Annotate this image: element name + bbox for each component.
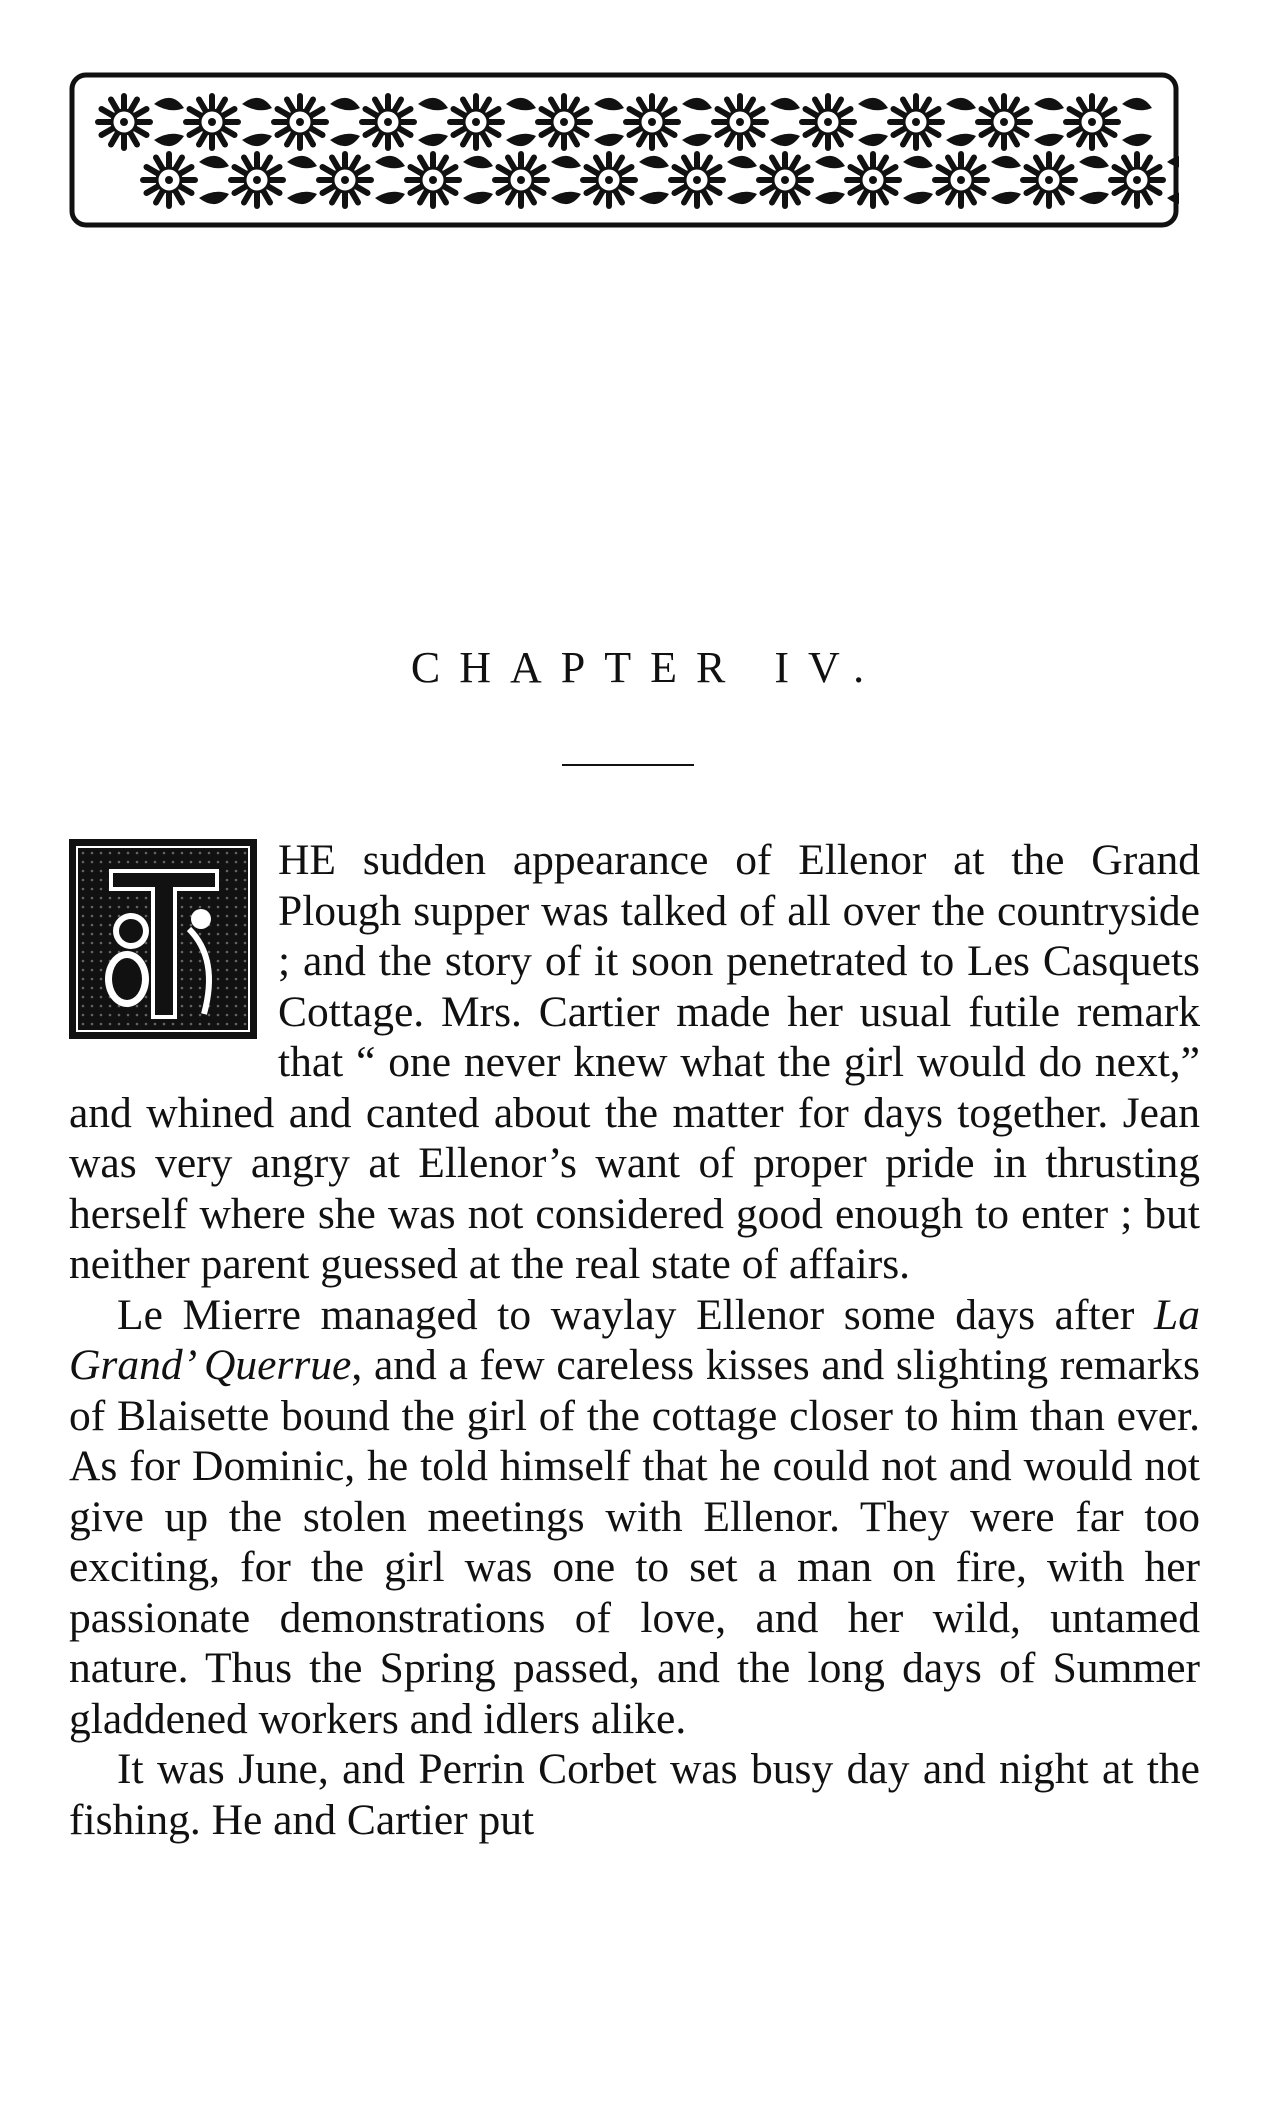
chapter-title: CHAPTER IV.	[410, 643, 884, 692]
floral-vine-border	[69, 72, 1179, 228]
paragraph-2-italic: La Grand’ Querrue	[69, 1290, 1200, 1389]
paragraph-3: It was June, and Perrin Corbet was busy day and night at the fishing. He and Cartier put	[69, 1745, 1200, 1844]
paragraph-2-before: Le Mierre managed to waylay Ellenor some days after	[117, 1290, 1155, 1339]
illuminated-initial-cherub-icon	[69, 839, 257, 1039]
chapter-body	[69, 835, 1200, 1845]
paragraph-1: HE sudden appearance of Ellenor at the Grand Plough supper was talked of all over the countryside ; and the story of it soon penetrated to Les Casquets Cottage. Mrs. Cartier made her usual futile remark that “ one never knew what the girl would do next,” and whined and canted about the matter for days together. Jean was very angry at Ellenor’s want of proper pride in thrusting herself where she was not considered good enough to enter ; but neither parent guessed at the real state of affairs.	[69, 836, 1200, 1288]
title-divider	[562, 764, 694, 766]
paragraph-2	[69, 1290, 1200, 1745]
paragraph-2-after: , and a few careless kisses and slighting remarks of Blaisette bound the girl of the cottage closer to him than ever. As for Dominic, he told himself that he could not and would not give up the stolen meetings with Ellenor. They were far too exciting, for the girl was one to set a man on fire, with her passionate demonstrations of love, and her wild, untamed nature. Thus the Spring passed, and the long days of Summer gladdened workers and idlers alike.	[69, 1341, 1200, 1743]
